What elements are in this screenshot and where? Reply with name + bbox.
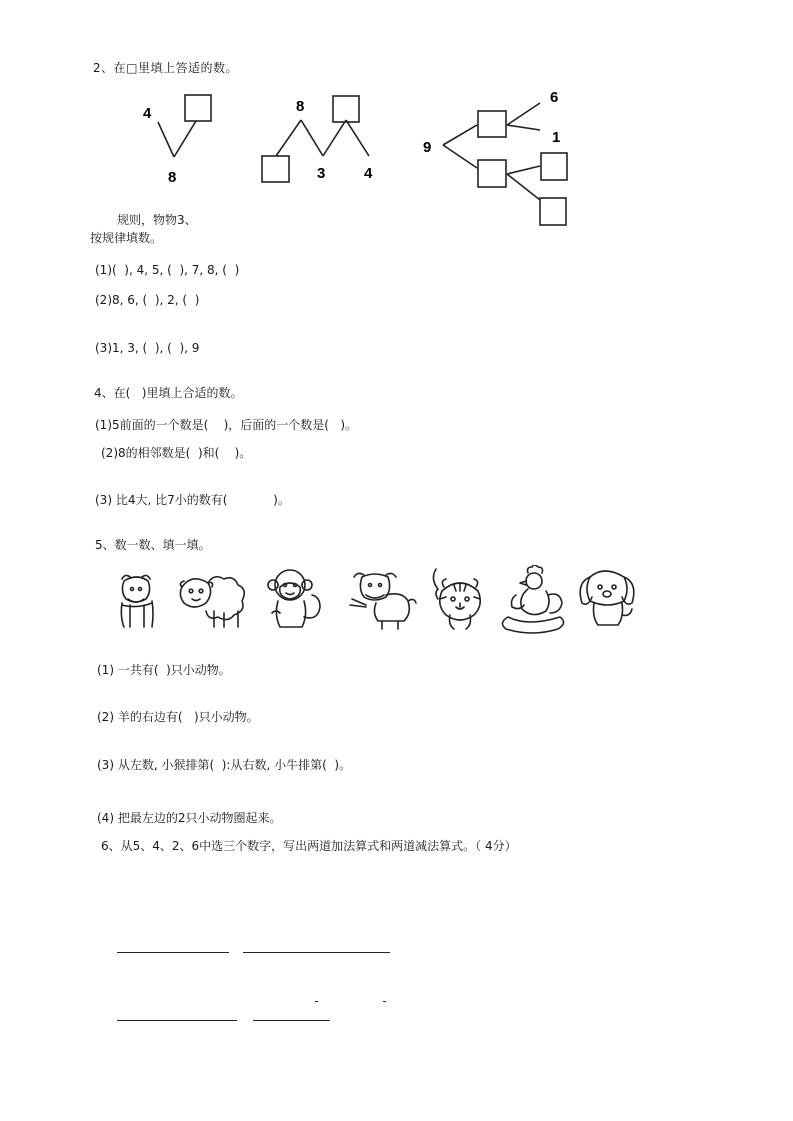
q4-item-3: (3) 比4大, 比7小的数有( )。 xyxy=(95,493,290,507)
q5-item-4: (4) 把最左边的2只小动物圈起来。 xyxy=(97,811,282,825)
answer-line[interactable] xyxy=(117,1020,237,1021)
q2-title: 2、在□里填上答适的数。 xyxy=(93,61,238,75)
line-mark xyxy=(383,1001,386,1002)
g2-right-number: 4 xyxy=(364,165,373,182)
q5-item-2: (2) 羊的右边有( )只小动物。 xyxy=(97,710,259,724)
q5-item-1: (1) 一共有( )只小动物。 xyxy=(97,663,231,677)
answer-line[interactable] xyxy=(243,952,390,953)
monkey-icon xyxy=(268,570,320,627)
q4-item-1: (1)5前面的一个数是( )，后面的一个数是( )。 xyxy=(95,418,358,432)
answer-box[interactable] xyxy=(478,111,506,137)
cow-icon xyxy=(121,575,153,627)
g3-out2-number: 1 xyxy=(552,129,561,146)
g3-root-number: 9 xyxy=(423,139,432,156)
answer-line[interactable] xyxy=(117,952,229,953)
g1-top-number: 4 xyxy=(143,105,152,122)
q3-title: 按规律填数。 xyxy=(90,231,163,245)
answer-box[interactable] xyxy=(185,95,211,121)
q6-title: 6、从5、4、2、6中选三个数字，写出两道加法算式和两道减法算式。（ 4分） xyxy=(101,839,517,853)
q3-item-3: (3)1, 3, ( ), ( ), 9 xyxy=(95,341,200,355)
q3-item-1: (1)( ), 4, 5, ( ), 7, 8, ( ) xyxy=(95,263,240,277)
answer-box[interactable] xyxy=(541,153,567,180)
q4-title: 4、在( )里填上合适的数。 xyxy=(94,386,243,400)
sheep-icon xyxy=(180,577,244,627)
g2-top-number: 8 xyxy=(296,98,305,115)
g1-bottom-number: 8 xyxy=(168,169,177,186)
rooster-icon xyxy=(502,565,563,633)
tiger-icon xyxy=(433,569,480,629)
answer-box[interactable] xyxy=(478,160,506,187)
q4-item-2: (2)8的相邻数是( )和( )。 xyxy=(101,446,252,460)
q3-note: 规则，物物3、 xyxy=(117,213,197,227)
g3-out1-number: 6 xyxy=(550,89,559,106)
answer-box[interactable] xyxy=(262,156,289,182)
ox-icon xyxy=(350,573,416,629)
q5-title: 5、数一数、填一填。 xyxy=(95,538,211,552)
line-mark xyxy=(315,1001,318,1002)
q5-item-3: (3) 从左数, 小猴排第( ):从右数, 小牛排第( )。 xyxy=(97,758,352,772)
animal-row xyxy=(110,565,650,640)
q3-item-2: (2)8, 6, ( ), 2, ( ) xyxy=(95,293,200,307)
dog-icon xyxy=(580,571,634,625)
answer-box[interactable] xyxy=(540,198,566,225)
g2-mid-number: 3 xyxy=(317,165,326,182)
answer-line[interactable] xyxy=(253,1020,330,1021)
answer-box[interactable] xyxy=(333,96,359,122)
